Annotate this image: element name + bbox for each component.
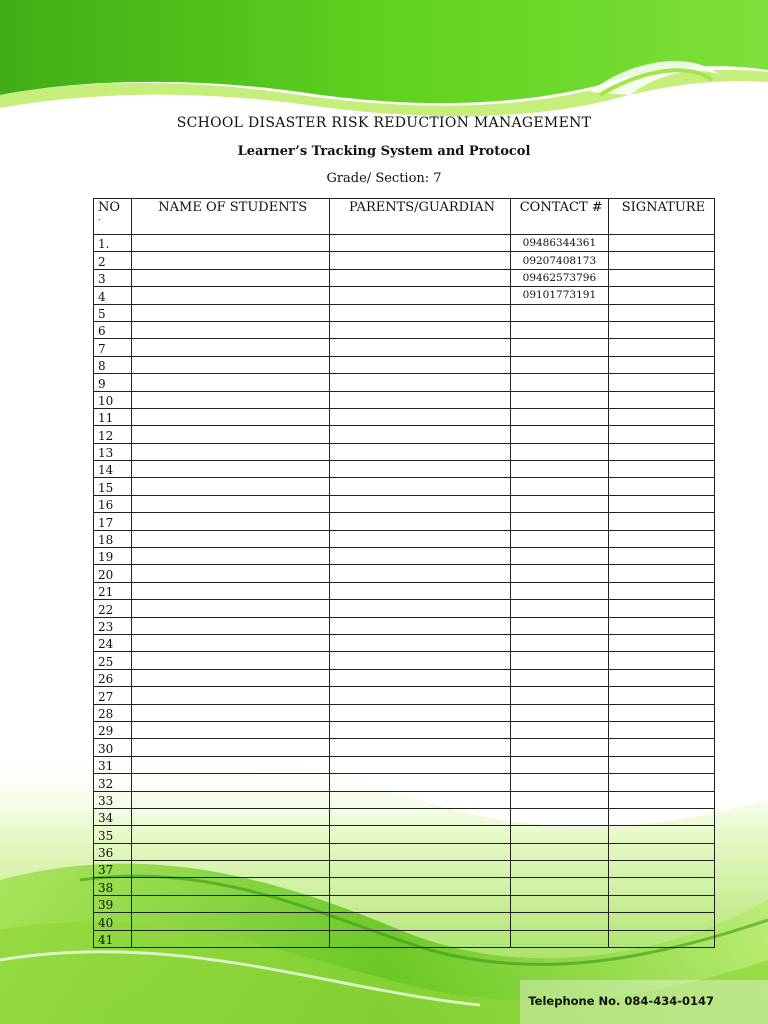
signature-cell xyxy=(608,687,714,704)
contact-number-cell xyxy=(510,861,608,878)
signature-cell xyxy=(608,565,714,582)
student-name-cell xyxy=(132,913,330,930)
row-number-cell: 33 xyxy=(94,791,132,808)
signature-cell xyxy=(608,513,714,530)
student-name-cell xyxy=(132,861,330,878)
contact-number-cell xyxy=(510,634,608,651)
parent-guardian-cell xyxy=(330,304,510,321)
signature-cell xyxy=(608,843,714,860)
student-name-cell xyxy=(132,895,330,912)
parent-guardian-cell xyxy=(330,930,510,947)
contact-number-cell xyxy=(510,565,608,582)
contact-number-cell: 09486344361 xyxy=(510,235,608,252)
row-number-cell: 38 xyxy=(94,878,132,895)
row-number-cell: 17 xyxy=(94,513,132,530)
parent-guardian-cell xyxy=(330,252,510,269)
student-name-cell xyxy=(132,548,330,565)
student-name-cell xyxy=(132,634,330,651)
contact-number-cell xyxy=(510,617,608,634)
table-row xyxy=(94,356,715,373)
table-row xyxy=(94,391,715,408)
row-number-cell: 15 xyxy=(94,478,132,495)
table-row xyxy=(94,374,715,391)
contact-number-cell xyxy=(510,913,608,930)
table-row xyxy=(94,235,715,252)
signature-cell xyxy=(608,774,714,791)
parent-guardian-cell xyxy=(330,478,510,495)
contact-number-cell: 09101773191 xyxy=(510,287,608,304)
table-row xyxy=(94,600,715,617)
contact-number-cell xyxy=(510,339,608,356)
contact-number-cell xyxy=(510,930,608,947)
table-row xyxy=(94,408,715,425)
row-number-cell: 5 xyxy=(94,304,132,321)
table-row xyxy=(94,478,715,495)
row-number-cell: 25 xyxy=(94,652,132,669)
signature-cell xyxy=(608,791,714,808)
parent-guardian-cell xyxy=(330,843,510,860)
grade-section: Grade/ Section: 7 xyxy=(326,171,442,186)
parent-guardian-cell xyxy=(330,356,510,373)
table-row xyxy=(94,669,715,686)
contact-number-cell: 09207408173 xyxy=(510,252,608,269)
student-name-cell xyxy=(132,513,330,530)
signature-cell xyxy=(608,374,714,391)
contact-number-cell xyxy=(510,374,608,391)
signature-cell xyxy=(608,617,714,634)
parent-guardian-cell xyxy=(330,235,510,252)
signature-cell xyxy=(608,895,714,912)
student-tracking-table xyxy=(93,198,715,948)
signature-cell xyxy=(608,287,714,304)
table-row xyxy=(94,634,715,651)
row-number-cell: 8 xyxy=(94,356,132,373)
table-row xyxy=(94,826,715,843)
student-name-cell xyxy=(132,774,330,791)
signature-cell xyxy=(608,878,714,895)
contact-number-cell xyxy=(510,582,608,599)
parent-guardian-cell xyxy=(330,461,510,478)
parent-guardian-cell xyxy=(330,652,510,669)
row-number-cell: 6 xyxy=(94,321,132,338)
student-name-cell xyxy=(132,269,330,286)
signature-cell xyxy=(608,426,714,443)
row-number-cell: 18 xyxy=(94,530,132,547)
header-parent: PARENTS/GUARDIAN xyxy=(330,199,510,235)
table-row xyxy=(94,913,715,930)
contact-number-cell xyxy=(510,548,608,565)
signature-cell xyxy=(608,652,714,669)
contact-number-cell xyxy=(510,669,608,686)
parent-guardian-cell xyxy=(330,721,510,738)
signature-cell xyxy=(608,861,714,878)
row-number-cell: 1. xyxy=(94,235,132,252)
table-row xyxy=(94,739,715,756)
signature-cell xyxy=(608,808,714,825)
parent-guardian-cell xyxy=(330,669,510,686)
row-number-cell: 21 xyxy=(94,582,132,599)
contact-number-cell: 09462573796 xyxy=(510,269,608,286)
student-name-cell xyxy=(132,791,330,808)
parent-guardian-cell xyxy=(330,826,510,843)
signature-cell xyxy=(608,321,714,338)
table-row xyxy=(94,321,715,338)
parent-guardian-cell xyxy=(330,634,510,651)
parent-guardian-cell xyxy=(330,495,510,512)
contact-number-cell xyxy=(510,843,608,860)
contact-number-cell xyxy=(510,321,608,338)
parent-guardian-cell xyxy=(330,913,510,930)
telephone-footer: Telephone No. 084-434-0147 xyxy=(528,994,714,1008)
signature-cell xyxy=(608,704,714,721)
row-number-cell: 4 xyxy=(94,287,132,304)
row-number-cell: 40 xyxy=(94,913,132,930)
parent-guardian-cell xyxy=(330,861,510,878)
student-name-cell xyxy=(132,930,330,947)
table-header-row xyxy=(94,199,715,235)
signature-cell xyxy=(608,582,714,599)
parent-guardian-cell xyxy=(330,374,510,391)
student-name-cell xyxy=(132,704,330,721)
signature-cell xyxy=(608,913,714,930)
signature-cell xyxy=(608,634,714,651)
parent-guardian-cell xyxy=(330,774,510,791)
student-name-cell xyxy=(132,808,330,825)
contact-number-cell xyxy=(510,774,608,791)
student-name-cell xyxy=(132,321,330,338)
table-row xyxy=(94,495,715,512)
student-name-cell xyxy=(132,478,330,495)
contact-number-cell xyxy=(510,426,608,443)
contact-number-cell xyxy=(510,878,608,895)
student-name-cell xyxy=(132,391,330,408)
table-row xyxy=(94,878,715,895)
row-number-cell: 30 xyxy=(94,739,132,756)
signature-cell xyxy=(608,252,714,269)
contact-number-cell xyxy=(510,478,608,495)
student-name-cell xyxy=(132,600,330,617)
contact-number-cell xyxy=(510,391,608,408)
table-row xyxy=(94,652,715,669)
signature-cell xyxy=(608,478,714,495)
student-name-cell xyxy=(132,756,330,773)
student-name-cell xyxy=(132,374,330,391)
contact-number-cell xyxy=(510,826,608,843)
table-row xyxy=(94,565,715,582)
student-name-cell xyxy=(132,739,330,756)
row-number-cell: 31 xyxy=(94,756,132,773)
document-title: SCHOOL DISASTER RISK REDUCTION MANAGEMENT xyxy=(176,115,592,131)
table-row xyxy=(94,548,715,565)
row-number-cell: 35 xyxy=(94,826,132,843)
table-row xyxy=(94,895,715,912)
table-row xyxy=(94,861,715,878)
student-name-cell xyxy=(132,582,330,599)
parent-guardian-cell xyxy=(330,548,510,565)
row-number-cell: 29 xyxy=(94,721,132,738)
student-name-cell xyxy=(132,426,330,443)
row-number-cell: 7 xyxy=(94,339,132,356)
student-name-cell xyxy=(132,287,330,304)
student-name-cell xyxy=(132,617,330,634)
table-row xyxy=(94,791,715,808)
table-row xyxy=(94,304,715,321)
parent-guardian-cell xyxy=(330,878,510,895)
row-number-cell: 11 xyxy=(94,408,132,425)
table-row xyxy=(94,774,715,791)
signature-cell xyxy=(608,495,714,512)
contact-number-cell xyxy=(510,895,608,912)
student-name-cell xyxy=(132,408,330,425)
student-name-cell xyxy=(132,495,330,512)
signature-cell xyxy=(608,548,714,565)
contact-number-cell xyxy=(510,495,608,512)
parent-guardian-cell xyxy=(330,756,510,773)
row-number-cell: 22 xyxy=(94,600,132,617)
parent-guardian-cell xyxy=(330,617,510,634)
parent-guardian-cell xyxy=(330,321,510,338)
row-number-cell: 36 xyxy=(94,843,132,860)
row-number-cell: 20 xyxy=(94,565,132,582)
table-row xyxy=(94,808,715,825)
student-name-cell xyxy=(132,687,330,704)
student-name-cell xyxy=(132,356,330,373)
signature-cell xyxy=(608,269,714,286)
table-row xyxy=(94,721,715,738)
student-name-cell xyxy=(132,304,330,321)
parent-guardian-cell xyxy=(330,582,510,599)
parent-guardian-cell xyxy=(330,687,510,704)
student-name-cell xyxy=(132,721,330,738)
contact-number-cell xyxy=(510,530,608,547)
contact-number-cell xyxy=(510,513,608,530)
signature-cell xyxy=(608,669,714,686)
signature-cell xyxy=(608,408,714,425)
row-number-cell: 10 xyxy=(94,391,132,408)
signature-cell xyxy=(608,756,714,773)
document-subtitle: Learner’s Tracking System and Protocol xyxy=(237,144,531,159)
signature-cell xyxy=(608,391,714,408)
row-number-cell: 16 xyxy=(94,495,132,512)
student-name-cell xyxy=(132,878,330,895)
parent-guardian-cell xyxy=(330,269,510,286)
student-name-cell xyxy=(132,339,330,356)
parent-guardian-cell xyxy=(330,443,510,460)
parent-guardian-cell xyxy=(330,600,510,617)
table-row xyxy=(94,252,715,269)
header-contact: CONTACT # xyxy=(510,199,608,235)
table-row xyxy=(94,843,715,860)
contact-number-cell xyxy=(510,687,608,704)
header-signature: SIGNATURE xyxy=(608,199,714,235)
parent-guardian-cell xyxy=(330,287,510,304)
contact-number-cell xyxy=(510,808,608,825)
parent-guardian-cell xyxy=(330,408,510,425)
row-number-cell: 26 xyxy=(94,669,132,686)
table-row xyxy=(94,530,715,547)
student-name-cell xyxy=(132,461,330,478)
parent-guardian-cell xyxy=(330,808,510,825)
parent-guardian-cell xyxy=(330,513,510,530)
row-number-cell: 9 xyxy=(94,374,132,391)
student-name-cell xyxy=(132,530,330,547)
contact-number-cell xyxy=(510,304,608,321)
contact-number-cell xyxy=(510,791,608,808)
row-number-cell: 23 xyxy=(94,617,132,634)
row-number-cell: 12 xyxy=(94,426,132,443)
signature-cell xyxy=(608,600,714,617)
contact-number-cell xyxy=(510,443,608,460)
student-name-cell xyxy=(132,252,330,269)
signature-cell xyxy=(608,461,714,478)
contact-number-cell xyxy=(510,721,608,738)
parent-guardian-cell xyxy=(330,739,510,756)
signature-cell xyxy=(608,339,714,356)
student-name-cell xyxy=(132,565,330,582)
row-number-cell: 39 xyxy=(94,895,132,912)
row-number-cell: 32 xyxy=(94,774,132,791)
table-row xyxy=(94,269,715,286)
signature-cell xyxy=(608,356,714,373)
table-row xyxy=(94,582,715,599)
header-no: NO . xyxy=(94,199,132,235)
row-number-cell: 37 xyxy=(94,861,132,878)
table-row xyxy=(94,687,715,704)
contact-number-cell xyxy=(510,704,608,721)
table-row xyxy=(94,930,715,947)
table-row xyxy=(94,339,715,356)
student-name-cell xyxy=(132,826,330,843)
signature-cell xyxy=(608,826,714,843)
parent-guardian-cell xyxy=(330,791,510,808)
row-number-cell: 41 xyxy=(94,930,132,947)
parent-guardian-cell xyxy=(330,895,510,912)
parent-guardian-cell xyxy=(330,391,510,408)
contact-number-cell xyxy=(510,756,608,773)
header-name: NAME OF STUDENTS xyxy=(132,199,330,235)
signature-cell xyxy=(608,235,714,252)
parent-guardian-cell xyxy=(330,704,510,721)
table-row xyxy=(94,617,715,634)
contact-number-cell xyxy=(510,356,608,373)
signature-cell xyxy=(608,443,714,460)
table-row xyxy=(94,443,715,460)
table-row xyxy=(94,513,715,530)
row-number-cell: 24 xyxy=(94,634,132,651)
contact-number-cell xyxy=(510,739,608,756)
signature-cell xyxy=(608,530,714,547)
parent-guardian-cell xyxy=(330,426,510,443)
student-name-cell xyxy=(132,843,330,860)
row-number-cell: 27 xyxy=(94,687,132,704)
row-number-cell: 13 xyxy=(94,443,132,460)
signature-cell xyxy=(608,930,714,947)
row-number-cell: 28 xyxy=(94,704,132,721)
table-row xyxy=(94,461,715,478)
contact-number-cell xyxy=(510,408,608,425)
row-number-cell: 2 xyxy=(94,252,132,269)
student-name-cell xyxy=(132,669,330,686)
table-row xyxy=(94,756,715,773)
student-name-cell xyxy=(132,235,330,252)
table-row xyxy=(94,287,715,304)
contact-number-cell xyxy=(510,652,608,669)
row-number-cell: 14 xyxy=(94,461,132,478)
row-number-cell: 34 xyxy=(94,808,132,825)
signature-cell xyxy=(608,739,714,756)
row-number-cell: 19 xyxy=(94,548,132,565)
row-number-cell: 3 xyxy=(94,269,132,286)
parent-guardian-cell xyxy=(330,339,510,356)
parent-guardian-cell xyxy=(330,530,510,547)
student-name-cell xyxy=(132,652,330,669)
table-row xyxy=(94,426,715,443)
table-row xyxy=(94,704,715,721)
contact-number-cell xyxy=(510,600,608,617)
contact-number-cell xyxy=(510,461,608,478)
parent-guardian-cell xyxy=(330,565,510,582)
signature-cell xyxy=(608,721,714,738)
signature-cell xyxy=(608,304,714,321)
student-name-cell xyxy=(132,443,330,460)
